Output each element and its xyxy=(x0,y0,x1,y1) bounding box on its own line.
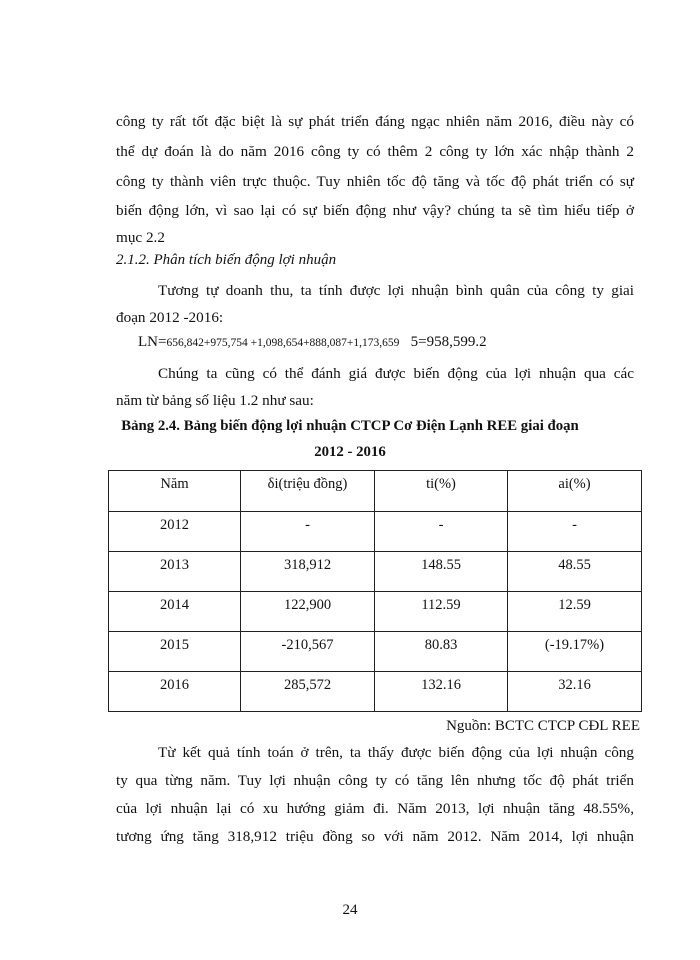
cell-growth-rate: 112.59 xyxy=(375,592,508,632)
formula-rhs: 5=958,599.2 xyxy=(410,334,487,350)
formula-lhs: LN= xyxy=(138,334,167,350)
cell-increase-rate: 32.16 xyxy=(508,672,642,712)
cell-year: 2013 xyxy=(109,552,241,592)
table-row xyxy=(109,672,642,712)
header-increase-rate: ai(%) xyxy=(508,471,642,512)
cell-year: 2014 xyxy=(109,592,241,632)
table-row xyxy=(109,592,642,632)
header-year: Năm xyxy=(109,471,241,512)
cell-year: 2012 xyxy=(109,512,241,552)
cell-year: 2015 xyxy=(109,632,241,672)
page-number: 24 xyxy=(342,902,358,918)
cell-increase-rate: - xyxy=(508,512,642,552)
cell-year: 2016 xyxy=(109,672,241,712)
table-header-row xyxy=(109,471,642,512)
paragraph-3-line-1: Chúng ta cũng có thể đánh giá được biến động của lợi nhuận qua các xyxy=(158,365,634,382)
paragraph-1-line-5: mục 2.2 xyxy=(116,229,165,246)
cell-absolute-change: - xyxy=(241,512,375,552)
cell-absolute-change: -210,567 xyxy=(241,632,375,672)
paragraph-2-line-1: Tương tự doanh thu, ta tính được lợi nhuận bình quân của công ty giai xyxy=(158,282,634,299)
table-row xyxy=(109,632,642,672)
table-caption-line-1: Bảng 2.4. Bảng biến động lợi nhuận CTCP Cơ Điện Lạnh REE giai đoạn xyxy=(121,418,579,434)
paragraph-3-line-2: năm từ bảng số liệu 1.2 như sau: xyxy=(116,392,314,409)
paragraph-1-line-1: công ty rất tốt đặc biệt là sự phát triển đáng ngạc nhiên năm 2016, điều này có xyxy=(116,113,634,130)
average-profit-formula xyxy=(138,334,487,351)
cell-absolute-change: 285,572 xyxy=(241,672,375,712)
cell-growth-rate: 80.83 xyxy=(375,632,508,672)
table-row xyxy=(109,552,642,592)
cell-growth-rate: - xyxy=(375,512,508,552)
paragraph-4-line-4: tương ứng tăng 318,912 triệu đồng so với năm 2012. Năm 2014, lợi nhuận xyxy=(116,828,634,845)
paragraph-4-line-3: của lợi nhuận lại có xu hướng giảm đi. Năm 2013, lợi nhuận tăng 48.55%, xyxy=(116,800,634,817)
cell-absolute-change: 122,900 xyxy=(241,592,375,632)
cell-growth-rate: 148.55 xyxy=(375,552,508,592)
header-growth-rate: ti(%) xyxy=(375,471,508,512)
cell-absolute-change: 318,912 xyxy=(241,552,375,592)
table-row xyxy=(109,512,642,552)
paragraph-4-line-2: ty qua từng năm. Tuy lợi nhuận công ty có tăng lên nhưng tốc độ phát triển xyxy=(116,772,634,789)
header-absolute-change: δi(triệu đồng) xyxy=(241,471,375,512)
table-source-note: Nguồn: BCTC CTCP CĐL REE xyxy=(446,718,640,734)
cell-increase-rate: (-19.17%) xyxy=(508,632,642,672)
cell-increase-rate: 48.55 xyxy=(508,552,642,592)
paragraph-1-line-2: thể dự đoán là do năm 2016 công ty có thêm 2 công ty lớn xác nhập thành 2 xyxy=(116,143,634,160)
table-caption-line-2: 2012 - 2016 xyxy=(314,444,386,460)
paragraph-1-line-3: công ty thành viên trực thuộc. Tuy nhiên tốc độ tăng và tốc độ phát triển có sự xyxy=(116,173,634,190)
profit-variation-table xyxy=(108,470,642,712)
paragraph-1-line-4: biến động lớn, vì sao lại có sự biến động như vậy? chúng ta sẽ tìm hiểu tiếp ở xyxy=(116,202,634,219)
section-heading: 2.1.2. Phân tích biến động lợi nhuận xyxy=(116,252,337,268)
paragraph-2-line-2: đoạn 2012 -2016: xyxy=(116,309,224,326)
formula-terms: 656,842+975,754 +1,098,654+888,087+1,173,659 xyxy=(166,337,400,349)
paragraph-4-line-1: Từ kết quả tính toán ở trên, ta thấy được biến động của lợi nhuận công xyxy=(158,744,634,761)
cell-growth-rate: 132.16 xyxy=(375,672,508,712)
cell-increase-rate: 12.59 xyxy=(508,592,642,632)
